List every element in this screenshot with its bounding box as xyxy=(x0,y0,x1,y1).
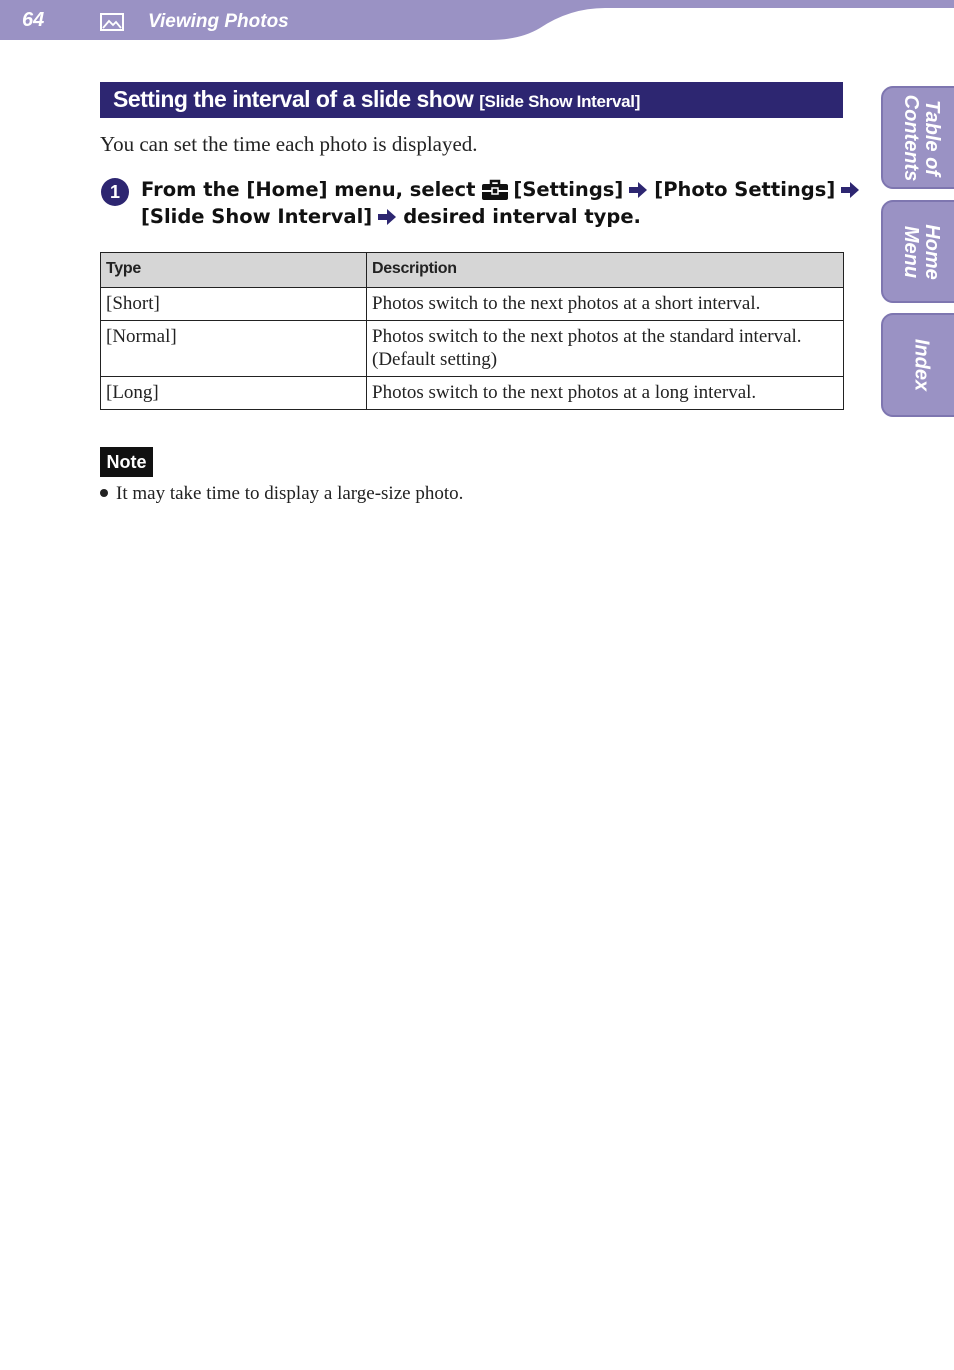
cell-description xyxy=(367,288,844,321)
page-header xyxy=(0,0,954,40)
step-number: 1 xyxy=(101,178,129,206)
table-row xyxy=(101,288,844,321)
column-header-description: Description xyxy=(367,253,844,288)
arrow-right-icon xyxy=(840,181,860,199)
slide-show-interval-label: [Slide Show Interval] xyxy=(141,205,373,228)
table-header-row xyxy=(101,253,844,288)
cell-type: [Long] xyxy=(101,377,367,410)
section-heading xyxy=(100,82,843,118)
description-line: Photos switch to the next photos at the standard interval. xyxy=(372,326,802,347)
description-line: Photos switch to the next photos at a short interval. xyxy=(372,293,761,314)
step-text: desired interval type. xyxy=(403,205,641,228)
bullet-icon xyxy=(100,489,108,497)
note-item xyxy=(100,483,463,505)
photo-settings-label: [Photo Settings] xyxy=(654,178,836,201)
intro-text: You can set the time each photo is displayed. xyxy=(100,132,478,156)
tab-label: Table of Contents xyxy=(900,94,943,181)
description-line: (Default setting) xyxy=(372,349,498,370)
interval-table xyxy=(100,252,844,410)
arrow-right-icon xyxy=(377,208,397,226)
step-instruction-line-1 xyxy=(141,178,866,201)
header-band xyxy=(0,0,954,40)
arrow-right-icon xyxy=(628,181,648,199)
cell-description xyxy=(367,377,844,410)
photo-icon xyxy=(100,13,124,31)
cell-description xyxy=(367,321,844,377)
note-text: It may take time to display a large-size photo. xyxy=(116,483,464,504)
tab-home-menu[interactable] xyxy=(881,200,954,303)
cell-type: [Short] xyxy=(101,288,367,321)
column-header-type: Type xyxy=(101,253,367,288)
toolbox-icon xyxy=(481,179,509,201)
tab-table-of-contents[interactable] xyxy=(881,86,954,189)
cell-type: [Normal] xyxy=(101,321,367,377)
tab-label: Index xyxy=(910,338,933,392)
section-title: Viewing Photos xyxy=(148,11,289,32)
table-row xyxy=(101,321,844,377)
tab-label: Home Menu xyxy=(900,223,943,280)
page-number: 64 xyxy=(22,9,45,31)
tab-index[interactable] xyxy=(881,313,954,417)
heading-title: Setting the interval of a slide show xyxy=(113,86,474,112)
heading-subtitle: [Slide Show Interval] xyxy=(479,92,641,111)
description-line: Photos switch to the next photos at a long interval. xyxy=(372,382,757,403)
table-row xyxy=(101,377,844,410)
step-instruction-line-2 xyxy=(141,205,641,228)
step-text: From the [Home] menu, select xyxy=(141,178,476,201)
note-badge: Note xyxy=(100,447,153,477)
settings-label: [Settings] xyxy=(513,178,624,201)
